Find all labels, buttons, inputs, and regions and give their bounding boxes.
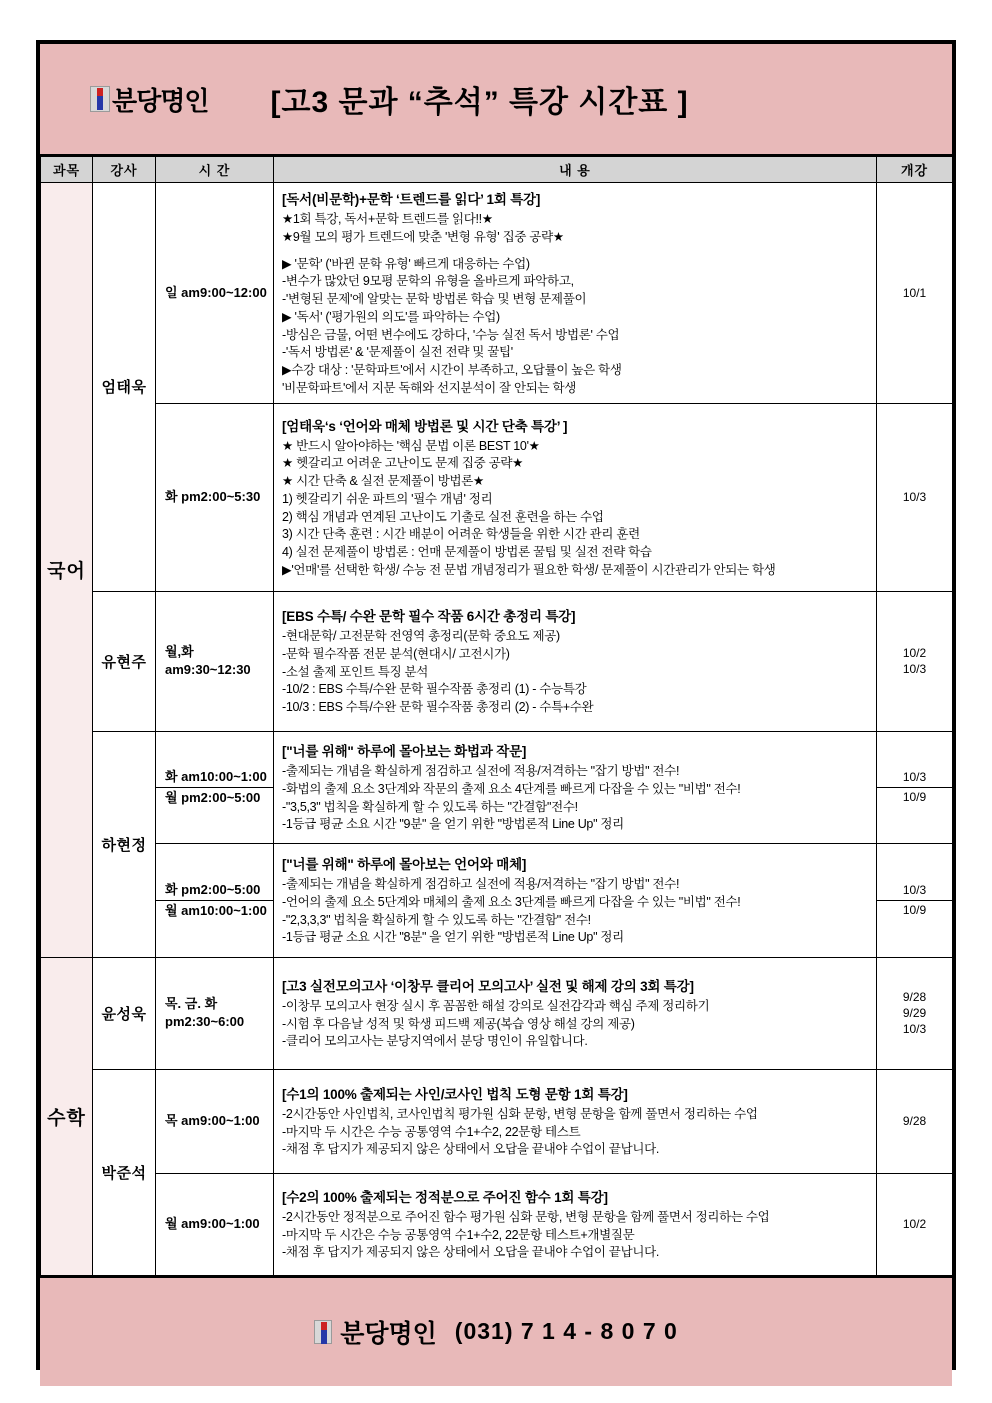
content-line: ▶ '독서' ('평가원의 의도'를 파악하는 수업): [282, 309, 500, 324]
content-line: -'독서 방법론' & '문제풀이 실전 전략 및 꿀팁': [282, 345, 513, 360]
table-row: [41, 1173, 953, 1275]
time-cell: 목. 금. 화 pm2:30~6:00: [156, 957, 274, 1069]
content-line: -소설 출제 포인트 특징 분석: [282, 664, 429, 679]
schedule-table: [40, 156, 953, 1276]
start-date-cell: 10/1: [877, 183, 953, 404]
start-date-cell-group: [877, 843, 953, 957]
content-line: -1등급 평균 소요 시간 "8분" 을 얻기 위한 "방법론적 Line Up" 정리: [282, 930, 624, 945]
footer-phone-number: (031) 7 1 4 - 8 0 7 0: [454, 1318, 678, 1344]
content-line: ★1회 특강, 독서+문학 트렌드를 읽다!!★: [282, 212, 493, 226]
content-line: 1) 헷갈리기 쉬운 파트의 '필수 개념' 정리: [282, 491, 493, 506]
time-cell: 일 am9:00~12:00: [156, 183, 274, 404]
column-header-teacher: 강사: [93, 157, 156, 183]
content-line: [282, 247, 872, 256]
content-line: -2시간동안 정적분으로 주어진 함수 평가원 심화 문항, 변형 문항을 함께 풀면서 정리하는 수업: [282, 1209, 770, 1224]
content-line: ★ 헷갈리고 어려운 고난이도 문제 집중 공략★: [282, 456, 524, 471]
table-row: [41, 1069, 953, 1173]
content-title: [EBS 수특/ 수완 문학 필수 작품 6시간 총정리 특강]: [282, 609, 576, 625]
content-line: -클리어 모의고사는 분당지역에서 분당 명인이 유일합니다.: [282, 1034, 588, 1049]
content-line: ★ 시간 단축 & 실전 문제풀이 방법론★: [282, 474, 484, 488]
content-line: 4) 실전 문제풀이 방법론 : 언매 문제풀이 방법론 꿀팁 및 실전 전략 학습: [282, 545, 652, 559]
footer-contact: [314, 1314, 678, 1350]
content-title: ["너를 위해" 하루에 몰아보는 화법과 작문]: [282, 744, 527, 759]
content-cell: [274, 843, 877, 957]
time-cell: 화 am10:00~1:00: [156, 767, 273, 787]
column-header-time: 시 간: [156, 157, 274, 183]
content-title: [엄태욱‘s ‘언어와 매체 방법론 및 시간 단축 특강’ ]: [282, 418, 568, 434]
subject-cell: 수학: [41, 957, 93, 1275]
content-line: -"3,5,3" 법칙을 확실하게 할 수 있도록 하는 "간결함"전수!: [282, 799, 578, 814]
start-date-cell-group: [877, 731, 953, 843]
footer-brand-name: 분당명인: [340, 1319, 437, 1348]
time-cell: 화 pm2:00~5:00: [156, 880, 273, 900]
start-date-cell: 10/2 10/3: [877, 591, 953, 731]
table-row: [41, 843, 953, 957]
content-line: -이창무 모의고사 현장 실시 후 꼼꼼한 해설 강의로 실전감각과 핵심 주제 정리하기: [282, 998, 710, 1013]
start-date-cell: 9/28: [877, 1069, 953, 1173]
content-cell: [274, 957, 877, 1069]
footer-banner: [40, 1276, 952, 1386]
schedule-poster: [36, 40, 956, 1370]
content-line: ▶수강 대상 : '문학파트'에서 시간이 부족하고, 오답률이 높은 학생: [282, 363, 622, 377]
content-title: [독서(비문학)+문학 ‘트렌드를 읽다’ 1회 특강]: [282, 192, 541, 207]
content-line: ★9월 모의 평가 트렌드에 맞춘 '변형 유형' 집중 공략★: [282, 229, 564, 244]
content-cell: [274, 403, 877, 591]
content-title: [고3 실전모의고사 ‘이창무 클리어 모의고사’ 실전 및 해제 강의 3회 특강]: [282, 978, 694, 994]
content-line: -10/2 : EBS 수특/수완 문학 필수작품 총정리 (1) - 수능특강: [282, 682, 587, 697]
teacher-cell: 박준석: [93, 1069, 156, 1275]
content-cell: [274, 1069, 877, 1173]
content-line: ▶'언매'를 선택한 학생/ 수능 전 문법 개념정리가 필요한 학생/ 문제풀이 시간관리가 안되는 학생: [282, 562, 776, 577]
subject-cell: 국어: [41, 183, 93, 958]
bundang-myungin-logo-icon: [90, 86, 110, 112]
table-row: [41, 183, 953, 404]
content-cell: [274, 183, 877, 404]
start-date-cell: 9/28 9/29 10/3: [877, 957, 953, 1069]
content-line: -출제되는 개념을 확실하게 점검하고 실전에 적용/저격하는 "잡기 방법" 전수!: [282, 764, 680, 778]
content-line: -10/3 : EBS 수특/수완 문학 필수작품 총정리 (2) - 수특+수완: [282, 700, 594, 715]
table-row: [41, 403, 953, 591]
content-cell: [274, 1173, 877, 1275]
start-date-cell: 10/9: [902, 902, 927, 917]
content-line: -시험 후 다음날 성적 및 학생 피드백 제공(복습 영상 해설 강의 제공): [282, 1016, 635, 1031]
content-cell: [274, 591, 877, 731]
content-line: '비문학파트'에서 지문 독해와 선지분석이 잘 안되는 학생: [282, 380, 577, 395]
content-line: -변수가 많았던 9모평 문학의 유형을 올바르게 파악하고,: [282, 274, 574, 289]
content-line: -'변형된 문제'에 알맞는 문학 방법론 학습 및 변형 문제풀이: [282, 292, 587, 306]
bundang-myungin-logo-icon: [314, 1320, 332, 1344]
teacher-cell: 하현정: [93, 731, 156, 957]
content-line: -방심은 금물, 어떤 변수에도 강하다, '수능 실전 독서 방법론' 수업: [282, 327, 620, 342]
start-date-cell: 10/2: [877, 1173, 953, 1275]
brand-name: 분당명인: [112, 85, 209, 116]
content-line: ★ 반드시 알아야하는 '핵심 문법 이론 BEST 10'★: [282, 438, 540, 453]
time-cell: 월 am9:00~1:00: [156, 1173, 274, 1275]
teacher-cell: 윤성욱: [93, 957, 156, 1069]
column-header-content: 내 용: [274, 157, 877, 183]
content-cell: [274, 731, 877, 843]
content-line: -현대문학/ 고전문학 전영역 총정리(문학 중요도 제공): [282, 629, 560, 644]
start-date-cell: 10/9: [902, 789, 927, 804]
time-cell-group: [156, 843, 274, 957]
start-date-cell: 10/3: [877, 403, 953, 591]
time-cell: 목 am9:00~1:00: [156, 1069, 274, 1173]
content-line: -마지막 두 시간은 수능 공통영역 수1+수2, 22문항 테스트+개별질문: [282, 1227, 635, 1242]
content-line: -언어의 출제 요소 5단계와 매체의 출제 요소 3단계를 빠르게 다잡을 수 있는 "비법" 전수!: [282, 894, 741, 909]
table-row: [41, 957, 953, 1069]
time-cell-group: [156, 731, 274, 843]
content-line: -채점 후 답지가 제공되지 않은 상태에서 오답을 끝내야 수업이 끝납니다.: [282, 1142, 660, 1157]
content-line: -채점 후 답지가 제공되지 않은 상태에서 오답을 끝내야 수업이 끝납니다.: [282, 1245, 660, 1260]
teacher-cell: 유현주: [93, 591, 156, 731]
content-line: -1등급 평균 소요 시간 "9분" 을 얻기 위한 "방법론적 Line Up" 정리: [282, 817, 624, 832]
time-cell: 월,화 am9:30~12:30: [156, 591, 274, 731]
time-cell: 화 pm2:00~5:30: [156, 403, 274, 591]
content-line: -출제되는 개념을 확실하게 점검하고 실전에 적용/저격하는 "잡기 방법" 전수!: [282, 877, 680, 891]
teacher-cell: 엄태욱: [93, 183, 156, 592]
content-title: [수1의 100% 출제되는 사인/코사인 법칙 도형 문항 1회 특강]: [282, 1086, 628, 1102]
column-header-start: 개강: [877, 157, 953, 183]
schedule-table-body: [41, 183, 953, 1276]
brand: [90, 81, 208, 118]
table-header-row: [41, 157, 953, 183]
content-line: -화법의 출제 요소 3단계와 작문의 출제 요소 4단계를 빠르게 다잡을 수 있는 "비법" 전수!: [282, 781, 741, 796]
table-row: [41, 591, 953, 731]
content-line: -문학 필수작품 전문 분석(현대시/ 고전시가): [282, 646, 510, 661]
content-line: 2) 핵심 개념과 연계된 고난이도 기출로 실전 훈련을 하는 수업: [282, 509, 604, 524]
time-cell: 월 am10:00~1:00: [165, 902, 267, 918]
content-line: -"2,3,3,3" 법칙을 확실하게 할 수 있도록 하는 "간결함" 전수!: [282, 912, 591, 927]
content-line: ▶ '문학' ('바뀐 문학 유형' 빠르게 대응하는 수업): [282, 256, 530, 271]
content-title: ["너를 위해" 하루에 몰아보는 언어와 매체]: [282, 857, 527, 872]
header-banner: [40, 44, 952, 156]
content-line: 3) 시간 단축 훈련 : 시간 배분이 어려운 학생들을 위한 시간 관리 훈련: [282, 527, 640, 542]
column-header-subject: 과목: [41, 157, 93, 183]
table-row: [41, 731, 953, 843]
time-cell: 월 pm2:00~5:00: [165, 789, 261, 805]
page-title: [고3 문과 “추석” 특강 시간표 ]: [270, 86, 689, 119]
start-date-cell: 10/3: [877, 768, 952, 787]
content-line: -2시간동안 사인법칙, 코사인법칙 평가원 심화 문항, 변형 문항을 함께 풀면서 정리하는 수업: [282, 1106, 758, 1121]
start-date-cell: 10/3: [877, 881, 952, 900]
content-title: [수2의 100% 출제되는 정적분으로 주어진 함수 1회 특강]: [282, 1189, 608, 1205]
content-line: -마지막 두 시간은 수능 공통영역 수1+수2, 22문항 테스트: [282, 1124, 581, 1139]
